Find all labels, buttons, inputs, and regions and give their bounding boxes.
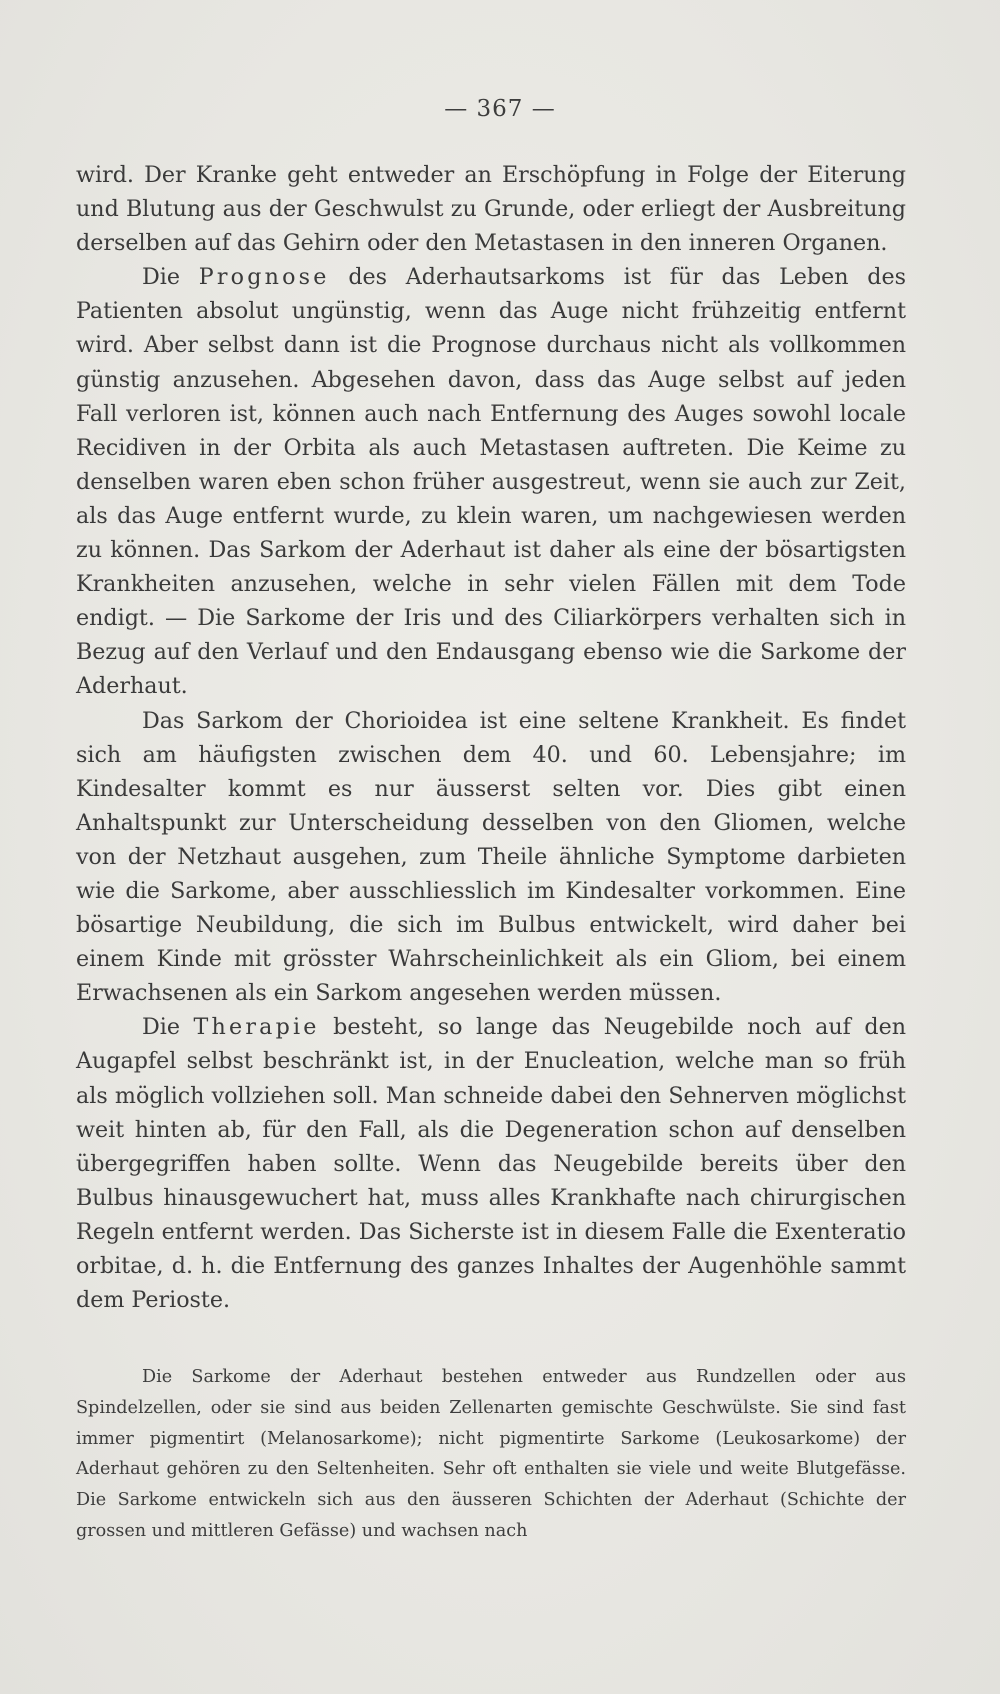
- paragraph-prognose-pre: Die: [142, 264, 199, 291]
- emphasis-prognose: Prognose: [198, 264, 330, 291]
- paragraph-chorioidea: Das Sarkom der Chorioidea ist eine seltene Krankheit. Es findet sich am häufigsten zwischen dem 40. und 60. Lebensjahre; im Kindesalter kommt es nur äusserst selten vor. Dies gibt einen Anhaltspunkt zur Unterscheidung desselben von den Gliomen, welche von der Netzhaut ausgehen, zum Theile ähnliche Symptome darbieten wie die Sarkome, aber ausschliesslich im Kindesalter vorkommen. Eine bösartige Neubildung, die sich im Bulbus entwickelt, wird daher bei einem Kinde mit grösster Wahrscheinlichkeit als ein Gliom, bei einem Erwachsenen als ein Sarkom angesehen werden müssen.: [76, 707, 906, 1007]
- emphasis-therapie: Therapie: [193, 1014, 320, 1041]
- paragraph-therapie-pre: Die: [142, 1014, 194, 1041]
- footnote: [76, 1362, 906, 1547]
- main-text: [76, 158, 906, 1317]
- paragraph-prognose: [76, 260, 906, 703]
- paragraph-therapie: [76, 1010, 906, 1317]
- page-number: — 367 —: [444, 96, 556, 122]
- paragraph-1: wird. Der Kranke geht entweder an Erschöpfung in Folge der Eiterung und Blutung aus der Geschwulst zu Grunde, oder erliegt der Ausbreitung derselben auf das Gehirn oder den Metastasen in den inneren Organen.: [76, 162, 906, 257]
- paragraph-prognose-body: des Aderhautsarkoms ist für das Leben des Patienten absolut ungünstig, wenn das Auge nicht frühzeitig entfernt wird. Aber selbst dann ist die Prognose durchaus nicht als vollkommen günstig anzusehen. Abgesehen davon, dass das Auge selbst auf jeden Fall verloren ist, können auch nach Entfernung des Auges sowohl locale Recidiven in der Orbita als auch Metastasen auftreten. Die Keime zu denselben waren eben schon früher ausgestreut, wenn sie auch zur Zeit, als das Auge entfernt wurde, zu klein waren, um nachgewiesen werden zu können. Das Sarkom der Aderhaut ist daher als eine der bösartigsten Krankheiten anzusehen, welche in sehr vielen Fällen mit dem Tode endigt. — Die Sarkome der Iris und des Ciliarkörpers verhalten sich in Bezug auf den Verlauf und den Endausgang ebenso wie die Sarkome der Aderhaut.: [76, 264, 906, 700]
- paragraph-therapie-body: besteht, so lange das Neugebilde noch auf den Augapfel selbst beschränkt ist, in der Enucleation, welche man so früh als möglich vollziehen soll. Man schneide dabei den Sehnerven möglichst weit hinten ab, für den Fall, als die Degeneration schon auf denselben übergegriffen haben sollte. Wenn das Neugebilde bereits über den Bulbus hinausgewuchert hat, muss alles Krankhafte nach chirurgischen Regeln entfernt werden. Das Sicherste ist in diesem Falle die Exenteratio orbitae, d. h. die Entfernung des ganzes Inhaltes der Augenhöhle sammt dem Perioste.: [76, 1014, 906, 1314]
- footnote-text: Die Sarkome der Aderhaut bestehen entweder aus Rundzellen oder aus Spindelzellen, oder sie sind aus beiden Zellenarten gemischte Geschwülste. Sie sind fast immer pigmentirt (Melanosarkome); nicht pigmentirte Sarkome (Leukosarkome) der Aderhaut gehören zu den Seltenheiten. Sehr oft enthalten sie viele und weite Blutgefässe. Die Sarkome entwickeln sich aus den äusseren Schichten der Aderhaut (Schichte der grossen und mittleren Gefässe) und wachsen nach: [76, 1367, 906, 1541]
